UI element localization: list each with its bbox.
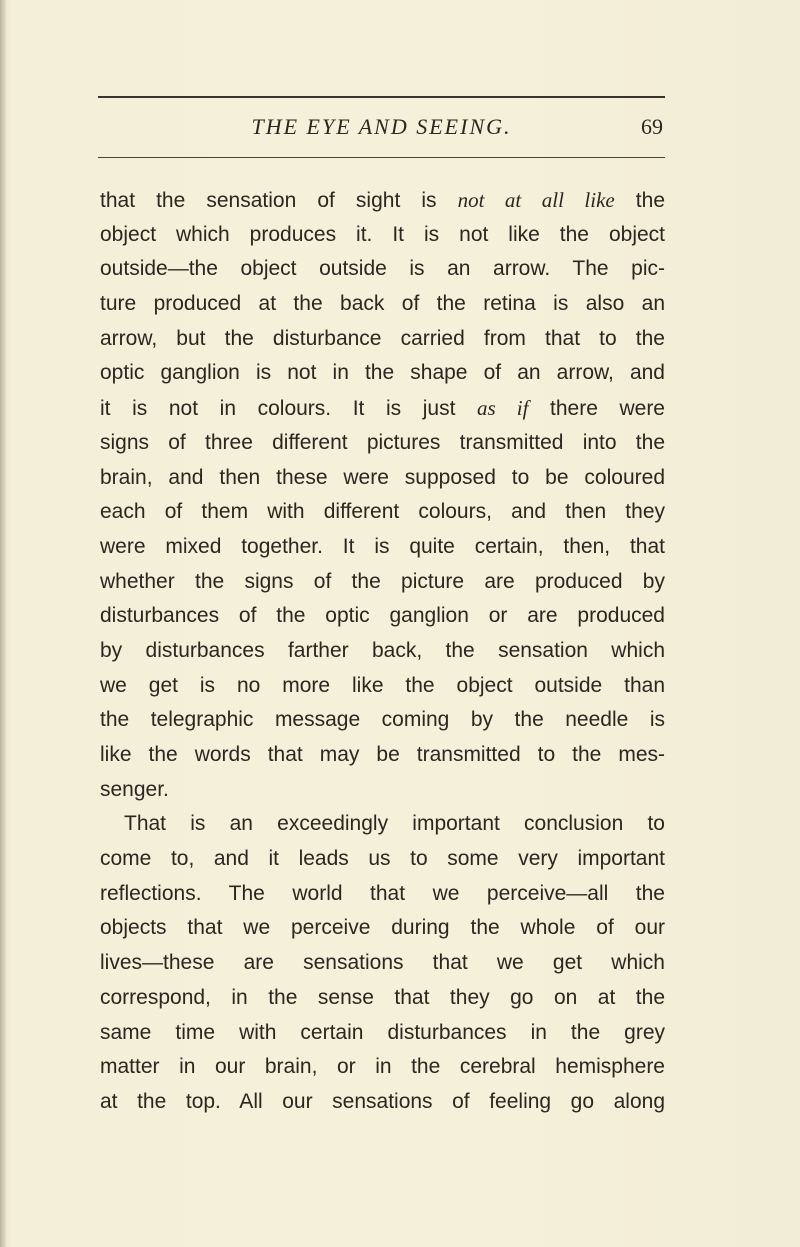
page-edge-shadow xyxy=(0,0,6,1247)
text-line: matter in our brain, or in the cerebral hemisphere xyxy=(100,1055,665,1079)
text-line: like the words that may be transmitted to the mes- xyxy=(100,743,665,766)
header-rule-top xyxy=(98,96,665,98)
text-line: same time with certain disturbances in the grey xyxy=(100,1020,665,1044)
text-line: outside—the object outside is an arrow. The pic- xyxy=(100,257,665,281)
text-line: disturbances of the optic ganglion or are produced xyxy=(100,604,665,628)
text-line: reflections. The world that we perceive—all the xyxy=(100,881,665,905)
text-line: come to, and it leads us to some very important xyxy=(100,847,665,871)
text-segment: it is not in colours. It is just xyxy=(100,397,478,421)
text-line: signs of three different pictures transmitted into the xyxy=(100,430,665,454)
text-line: brain, and then these were supposed to be coloured xyxy=(100,465,665,489)
text-line xyxy=(100,183,665,218)
text-line-paragraph-start: That is an exceedingly important conclusion to xyxy=(124,812,665,836)
body-text xyxy=(100,183,665,1120)
text-segment: that the sensation of sight is xyxy=(100,189,458,212)
text-line: each of them with different colours, and then they xyxy=(100,500,665,524)
text-line xyxy=(100,391,665,426)
text-line: whether the signs of the picture are produced by xyxy=(100,569,665,593)
running-head xyxy=(98,112,665,148)
text-line: object which produces it. It is not like the object xyxy=(100,222,665,246)
header-rule-bottom xyxy=(98,157,665,158)
text-line: by disturbances farther back, the sensation which xyxy=(100,638,665,662)
italic-emphasis: not at all like xyxy=(457,188,615,212)
text-line: the telegraphic message coming by the needle is xyxy=(100,708,665,732)
text-line: correspond, in the sense that they go on at the xyxy=(100,985,665,1009)
text-line: at the top. All our sensations of feeling go along xyxy=(100,1089,665,1113)
text-segment: there were xyxy=(528,397,665,421)
text-line: objects that we perceive during the whole of our xyxy=(100,916,665,940)
italic-emphasis: as if xyxy=(477,396,529,421)
page-number: 69 xyxy=(641,114,663,139)
text-line: arrow, but the disturbance carried from that to the xyxy=(100,326,665,350)
running-title: THE EYE AND SEEING. xyxy=(251,114,512,139)
text-line: lives—these are sensations that we get which xyxy=(100,951,665,975)
text-line: optic ganglion is not in the shape of an arrow, and xyxy=(100,361,665,385)
text-line: ture produced at the back of the retina is also an xyxy=(100,292,665,316)
text-segment: the xyxy=(614,189,666,212)
text-line: were mixed together. It is quite certain, then, that xyxy=(100,534,665,558)
text-line: we get is no more like the object outside than xyxy=(100,673,665,697)
text-line-paragraph-end: senger. xyxy=(100,777,169,801)
